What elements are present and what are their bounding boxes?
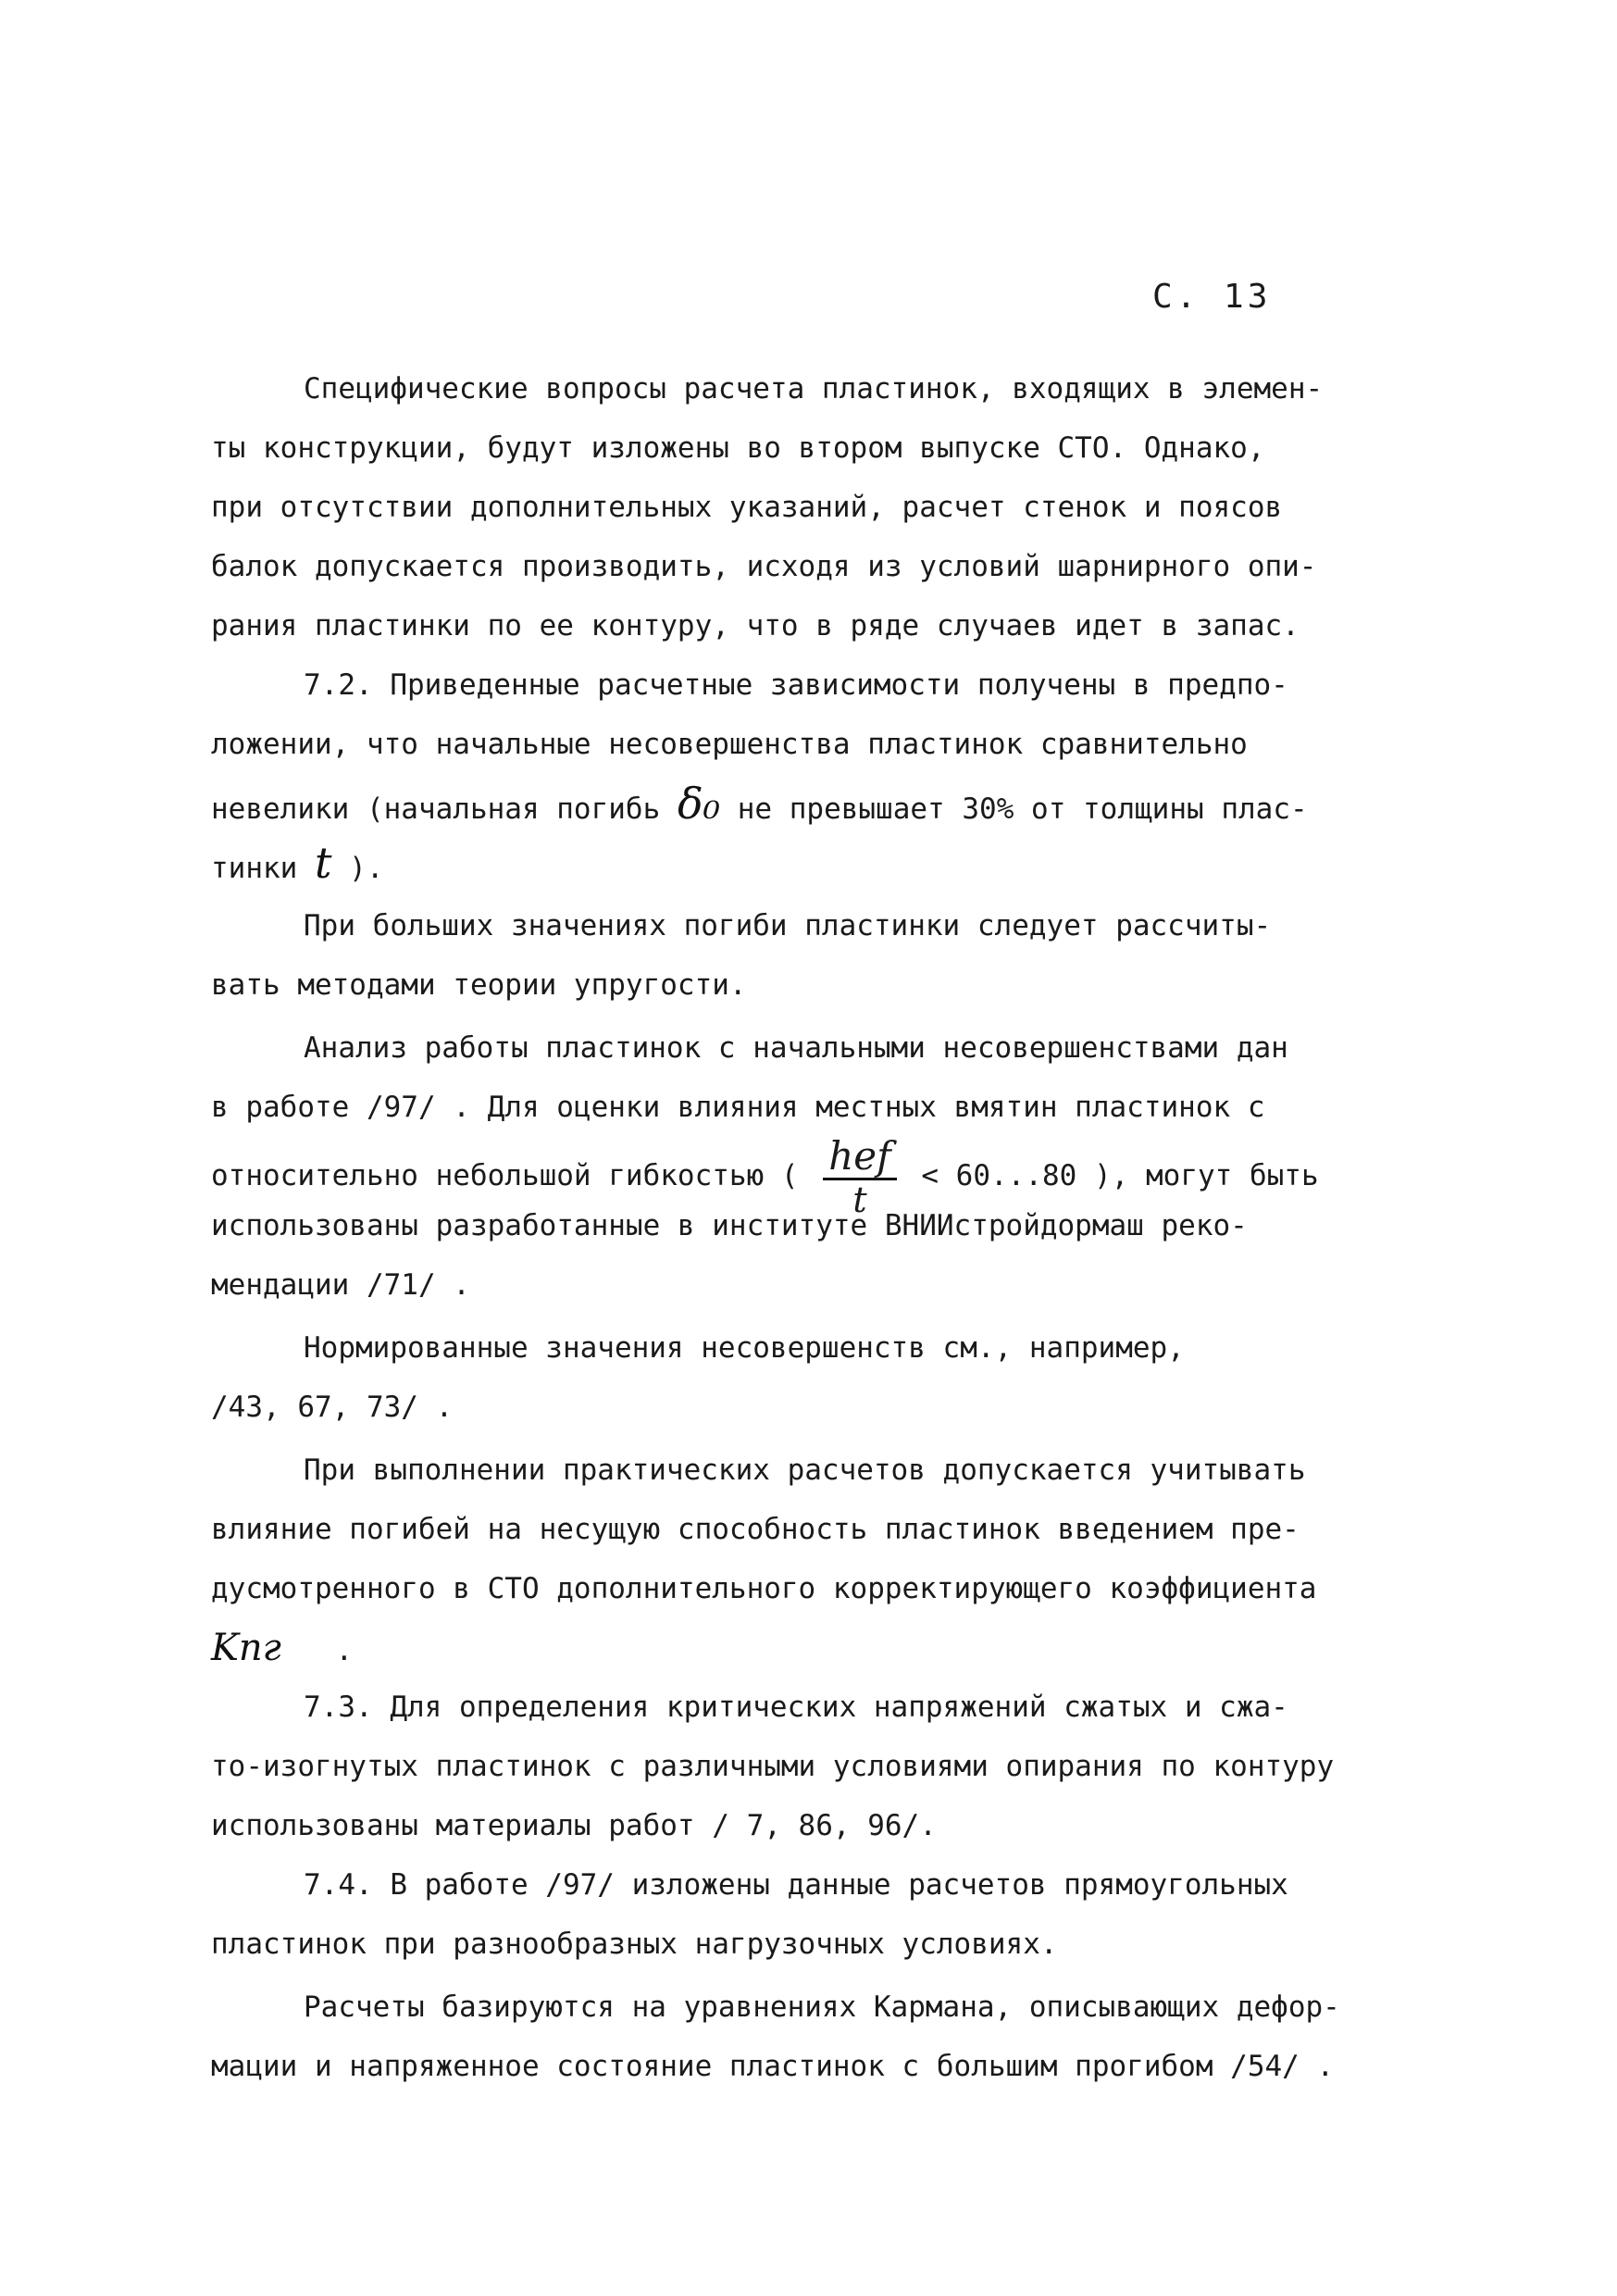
- paragraph-3: [211, 896, 1414, 1015]
- text-line: Специфические вопросы расчета пластинок, входящих в элемен-: [304, 372, 1324, 406]
- text-line: мендации /71/ .: [211, 1268, 470, 1302]
- text-line: 7.4. В работе /97/ изложены данные расчетов прямоугольных: [304, 1868, 1288, 1902]
- text-line: ложении, что начальные несовершенства пластинок сравнительно: [211, 728, 1248, 761]
- page-number: С. 13: [1152, 278, 1272, 316]
- paragraph-1: [211, 359, 1414, 655]
- text-line: использованы материалы работ / 7, 86, 96/.: [211, 1809, 937, 1842]
- handwritten-t-symbol: t: [315, 838, 332, 888]
- text-fragment: невелики (начальная погибь: [211, 792, 661, 826]
- paragraph-7-3: [211, 1678, 1414, 1855]
- text-line: пластинок при разнообразных нагрузочных условиях.: [211, 1928, 1058, 1961]
- paragraph-6: [211, 1441, 1414, 1678]
- text-line: влияние погибей на несущую способность пластинок введением пре-: [211, 1513, 1300, 1546]
- paragraph-5: [211, 1318, 1414, 1437]
- paragraph-7-2: [211, 655, 1414, 892]
- text-line: вать методами теории упругости.: [211, 968, 747, 1002]
- text-line: Нормированные значения несовершенств см., например,: [304, 1331, 1185, 1365]
- fraction-denominator: t: [852, 1179, 867, 1220]
- text-fragment: < 60...80 ), могут быть: [921, 1159, 1319, 1192]
- fraction-numerator: hef: [828, 1133, 891, 1179]
- text-line: При больших значениях погиби пластинки следует рассчиты-: [304, 909, 1272, 942]
- text-line: при отсутствии дополнительных указаний, расчет стенок и поясов: [211, 491, 1283, 524]
- text-line: рания пластинки по ее контуру, что в ряде случаев идет в запас.: [211, 609, 1300, 643]
- text-line: [211, 833, 1414, 892]
- text-line: 7.3. Для определения критических напряжений сжатых и сжа-: [304, 1691, 1288, 1724]
- text-line: мации и напряженное состояние пластинок с большим прогибом /54/ .: [211, 2050, 1335, 2083]
- text-line: то-изогнутых пластинок с различными условиями опирания по контуру: [211, 1750, 1335, 1783]
- paragraph-7-4: [211, 1855, 1414, 1974]
- text-line: [211, 774, 1414, 833]
- text-line: Анализ работы пластинок с начальными несовершенствами дан: [304, 1031, 1288, 1065]
- document-body: [211, 359, 1414, 2096]
- text-line: Расчеты базируются на уравнениях Кармана, описывающих дефор-: [304, 1990, 1340, 2024]
- text-fragment: тинки: [211, 852, 298, 885]
- paragraph-9: [211, 1978, 1414, 2096]
- text-line: ты конструкции, будут изложены во втором выпуске СТО. Однако,: [211, 431, 1265, 465]
- handwritten-k-coefficient: Kпг: [211, 1627, 281, 1669]
- text-line: /43, 67, 73/ .: [211, 1391, 454, 1424]
- handwritten-delta-symbol: δ₀: [677, 779, 721, 829]
- text-line: дусмотренного в СТО дополнительного корректирующего коэффициента: [211, 1572, 1317, 1605]
- text-line: [211, 1133, 1414, 1220]
- text-line: балок допускается производить, исходя из условий шарнирного опи-: [211, 550, 1317, 583]
- text-line: При выполнении практических расчетов допускается учитывать: [304, 1454, 1306, 1487]
- text-line: 7.2. Приведенные расчетные зависимости получены в предпо-: [304, 668, 1288, 702]
- text-fragment: ).: [349, 852, 384, 885]
- text-fragment: .: [335, 1634, 354, 1667]
- text-fragment: относительно небольшой гибкостью (: [211, 1159, 799, 1192]
- paragraph-4: [211, 1018, 1414, 1315]
- text-line: [211, 1618, 1414, 1678]
- text-line: использованы разработанные в институте ВНИИстройдормаш реко-: [211, 1209, 1248, 1242]
- text-line: в работе /97/ . Для оценки влияния местных вмятин пластинок с: [211, 1091, 1265, 1124]
- text-fragment: не превышает 30% от толщины плас-: [737, 792, 1308, 826]
